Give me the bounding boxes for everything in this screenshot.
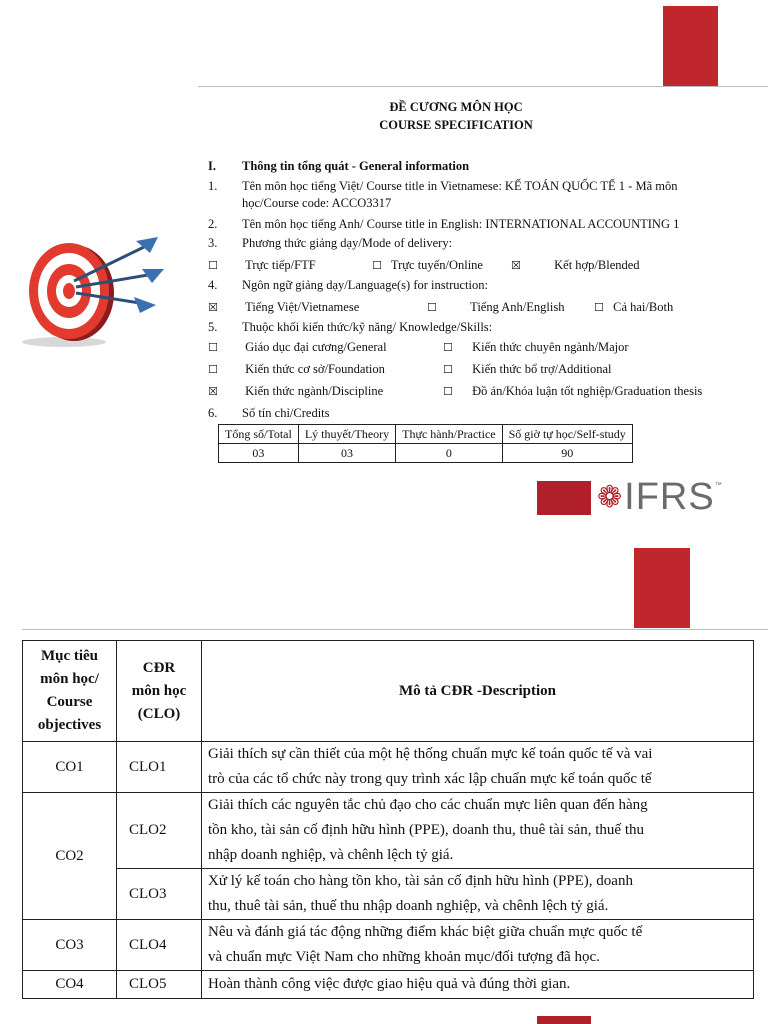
credits-header-total: Tổng số/Total bbox=[219, 425, 299, 444]
option-general: ☐ Giáo dục đại cương/General bbox=[208, 340, 387, 354]
clo-cell: CLO4 bbox=[117, 920, 202, 971]
description-cell: Nêu và đánh giá tác động những điểm khác biệt giữa chuẩn mực quốc tế và chuẩn mực Việt Nam cho những khoản mục/đối tượng đã học. bbox=[202, 920, 754, 971]
checkbox-blended[interactable]: ☒ bbox=[511, 259, 521, 272]
checkbox-online[interactable]: ☐ bbox=[372, 259, 382, 272]
ifrs-logo bbox=[537, 476, 722, 519]
red-accent-block-bottom bbox=[634, 548, 690, 628]
credits-value-total: 03 bbox=[219, 444, 299, 463]
item-course-title-vi: 1. Tên môn học tiếng Việt/ Course title in Vietnamese: KẾ TOÁN QUỐC TẾ 1 - Mã môn bbox=[208, 179, 678, 193]
checkbox-english[interactable]: ☐ bbox=[427, 301, 437, 314]
red-accent-block-top bbox=[663, 6, 718, 86]
description-cell: Giải thích các nguyên tắc chủ đạo cho các chuẩn mực liên quan đến hàng tồn kho, tài sản cố định hữu hình (PPE), doanh thu, thuê tài sản, thuế thu nhập doanh nghiệp, và chênh lệch tỷ giá. bbox=[202, 793, 754, 869]
header-clo: CĐR môn học (CLO) bbox=[117, 641, 202, 742]
table-row bbox=[23, 742, 754, 793]
option-additional: ☐ Kiến thức bổ trợ/Additional bbox=[443, 362, 612, 376]
checkbox-major[interactable]: ☐ bbox=[443, 341, 453, 354]
credits-header-self-study: Số giờ tự học/Self-study bbox=[502, 425, 632, 444]
checkbox-discipline[interactable]: ☒ bbox=[208, 385, 218, 398]
checkbox-vietnamese[interactable]: ☒ bbox=[208, 301, 218, 314]
credits-header-practice: Thực hành/Practice bbox=[396, 425, 502, 444]
credits-value-theory: 03 bbox=[298, 444, 395, 463]
ifrs-trademark: ™ bbox=[714, 482, 722, 489]
table-row bbox=[23, 971, 754, 999]
table-row bbox=[23, 869, 754, 920]
credits-header-row bbox=[219, 425, 633, 444]
option-thesis: ☐ Đồ án/Khóa luận tốt nghiệp/Graduation thesis bbox=[443, 384, 703, 398]
item-course-title-en: 2. Tên môn học tiếng Anh/ Course title in English: INTERNATIONAL ACCOUNTING 1 bbox=[208, 217, 680, 231]
checkbox-general[interactable]: ☐ bbox=[208, 341, 218, 354]
doc-title-en: COURSE SPECIFICATION bbox=[379, 118, 533, 132]
option-blended: ☒ Kết hợp/Blended bbox=[511, 258, 640, 272]
item-knowledge: 5. Thuộc khối kiến thức/kỹ năng/ Knowledge/Skills: bbox=[208, 320, 493, 334]
description-cell: Xử lý kế toán cho hàng tồn kho, tài sản cố định hữu hình (PPE), doanh thu, thuê tài sản, thuế thu nhập doanh nghiệp, và chênh lệch tỷ giá. bbox=[202, 869, 754, 920]
option-online: ☐ Trực tuyến/Online bbox=[372, 258, 483, 272]
table-row bbox=[23, 920, 754, 971]
credits-value-row bbox=[219, 444, 633, 463]
co-cell: CO3 bbox=[23, 920, 117, 971]
credits-value-practice: 0 bbox=[396, 444, 502, 463]
credits-header-theory: Lý thuyết/Theory bbox=[298, 425, 395, 444]
checkbox-foundation[interactable]: ☐ bbox=[208, 363, 218, 376]
item-credits: 6. Số tín chỉ/Credits bbox=[208, 406, 330, 420]
option-foundation: ☐ Kiến thức cơ sở/Foundation bbox=[208, 362, 385, 376]
ifrs-logo-bar bbox=[537, 481, 591, 515]
clo-cell: CLO1 bbox=[117, 742, 202, 793]
clo-cell: CLO2 bbox=[117, 793, 202, 869]
clo-cell: CLO3 bbox=[117, 869, 202, 920]
credits-value-self-study: 90 bbox=[502, 444, 632, 463]
credits-table bbox=[218, 424, 633, 463]
header-course-objectives: Mục tiêu môn học/ Course objectives bbox=[23, 641, 117, 742]
co-cell: CO4 bbox=[23, 971, 117, 999]
item-course-code: học/Course code: ACCO3317 bbox=[242, 196, 392, 210]
co-cell: CO1 bbox=[23, 742, 117, 793]
bottom-partial-logo bbox=[537, 1016, 591, 1024]
header-rule-top bbox=[198, 86, 768, 87]
objectives-header-row bbox=[23, 641, 754, 742]
header-description: Mô tả CĐR -Description bbox=[202, 641, 754, 742]
ifrs-flower-icon: ❁ bbox=[597, 480, 623, 515]
checkbox-both[interactable]: ☐ bbox=[594, 301, 604, 314]
item-mode-of-delivery: 3. Phương thức giảng dạy/Mode of delivery: bbox=[208, 236, 453, 250]
clo-cell: CLO5 bbox=[117, 971, 202, 999]
section-general-info: I. Thông tin tổng quát - General information bbox=[208, 159, 470, 173]
co-cell: CO2 bbox=[23, 793, 117, 920]
table-row bbox=[23, 793, 754, 869]
item-language: 4. Ngôn ngữ giảng dạy/Language(s) for instruction: bbox=[208, 278, 488, 292]
option-english: ☐ Tiếng Anh/English bbox=[427, 300, 565, 314]
target-icon bbox=[16, 233, 166, 348]
option-major: ☐ Kiến thức chuyên ngành/Major bbox=[443, 340, 629, 354]
checkbox-thesis[interactable]: ☐ bbox=[443, 385, 453, 398]
description-cell: Hoàn thành công việc được giao hiệu quả và đúng thời gian. bbox=[202, 971, 754, 999]
header-rule-bottom bbox=[22, 629, 768, 630]
checkbox-additional[interactable]: ☐ bbox=[443, 363, 453, 376]
option-discipline: ☒ Kiến thức ngành/Discipline bbox=[208, 384, 384, 398]
ifrs-logo-text: IFRS bbox=[624, 476, 715, 518]
description-cell: Giải thích sự cần thiết của một hệ thống chuẩn mực kế toán quốc tế và vai trò của các tổ chức này trong quy trình xác lập chuẩn mực kế toán quốc tế bbox=[202, 742, 754, 793]
checkbox-ftf[interactable]: ☐ bbox=[208, 259, 218, 272]
option-both: ☐ Cả hai/Both bbox=[594, 300, 674, 314]
option-vietnamese: ☒ Tiếng Việt/Vietnamese bbox=[208, 300, 360, 314]
doc-title-vi: ĐỀ CƯƠNG MÔN HỌC bbox=[389, 100, 523, 114]
option-ftf: ☐ Trực tiếp/FTF bbox=[208, 258, 316, 272]
course-objectives-table bbox=[22, 640, 754, 999]
